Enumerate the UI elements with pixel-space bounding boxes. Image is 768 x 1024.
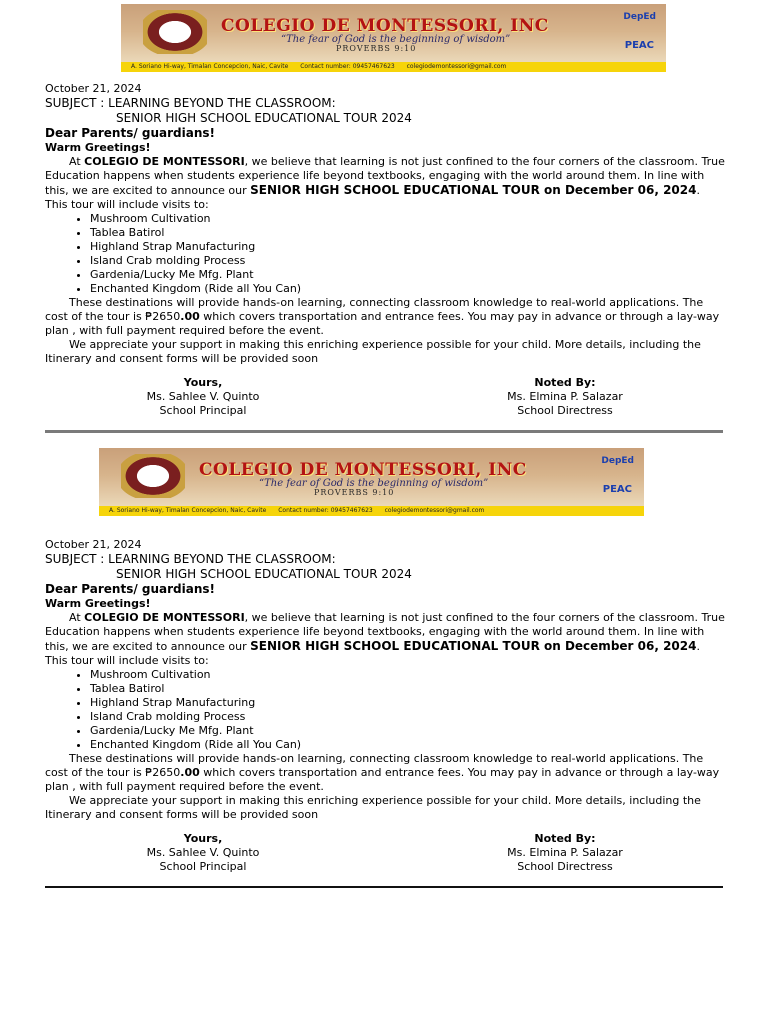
- banner-verse: PROVERBS 9:10: [314, 488, 395, 497]
- signature-title: School Directress: [517, 860, 613, 873]
- signature-name: Ms. Elmina P. Salazar: [507, 846, 623, 859]
- list-item: • Island Crab molding Process: [90, 710, 725, 724]
- peac-logo: PEAC: [602, 484, 632, 495]
- school-name-bold: COLEGIO DE MONTESSORI: [84, 611, 245, 624]
- banner-email: colegiodemontessori@gmail.com: [406, 63, 507, 70]
- letter-date: October 21, 2024: [45, 538, 142, 551]
- list-item: • Tablea Batirol: [90, 226, 725, 240]
- tour-highlight: SENIOR HIGH SCHOOL EDUCATIONAL TOUR on December 06, 2024: [250, 639, 697, 653]
- list-item: • Gardenia/Lucky Me Mfg. Plant: [90, 724, 725, 738]
- list-item: • Gardenia/Lucky Me Mfg. Plant: [90, 268, 725, 282]
- letter-greeting: Warm Greetings!: [45, 141, 151, 154]
- signature-heading: Noted By:: [534, 832, 596, 845]
- school-crest-logo: [121, 454, 185, 498]
- visits-list: [45, 668, 725, 752]
- letter-greeting: Warm Greetings!: [45, 597, 151, 610]
- school-crest-logo: [143, 10, 207, 54]
- banner-contact-bar: [99, 506, 644, 516]
- banner-address: A. Soriano Hi-way, Timalan Concepcion, Naic, Cavite: [131, 63, 289, 70]
- list-item: • Island Crab molding Process: [90, 254, 725, 268]
- list-item: • Mushroom Cultivation: [90, 668, 725, 682]
- bottom-divider: [45, 886, 723, 888]
- signature-heading: Noted By:: [534, 376, 596, 389]
- banner-contact: Contact number: 09457467623: [300, 63, 395, 70]
- list-item: • Mushroom Cultivation: [90, 212, 725, 226]
- banner-motto: “The fear of God is the beginning of wisdom”: [281, 34, 511, 45]
- letter-salutation: Dear Parents/ guardians!: [45, 582, 216, 596]
- banner-address: A. Soriano Hi-way, Timalan Concepcion, Naic, Cavite: [109, 507, 267, 514]
- paragraph-cost: These destinations will provide hands-on learning, connecting classroom knowledge to real-world applications. The cost of the tour is ₱2650.00 which covers transportation and entrance fees. You may pay in advance or through a lay-way plan , with full payment required before the event.: [45, 752, 720, 793]
- list-item: • Highland Strap Manufacturing: [90, 240, 725, 254]
- tour-price: ₱2650: [145, 310, 181, 323]
- tour-price: ₱2650: [145, 766, 181, 779]
- peac-logo: PEAC: [624, 40, 654, 51]
- banner-motto: “The fear of God is the beginning of wisdom”: [259, 478, 489, 489]
- banner-email: colegiodemontessori@gmail.com: [384, 507, 485, 514]
- list-item: • Enchanted Kingdom (Ride all You Can): [90, 738, 725, 752]
- banner-contact-bar: [121, 62, 666, 72]
- tour-highlight: SENIOR HIGH SCHOOL EDUCATIONAL TOUR on December 06, 2024: [250, 183, 697, 197]
- visits-list: [45, 212, 725, 296]
- signature-name: Ms. Sahlee V. Quinto: [146, 390, 260, 403]
- banner-school-name: COLEGIO DE MONTESSORI, INC: [221, 16, 549, 36]
- signature-name: Ms. Elmina P. Salazar: [507, 390, 623, 403]
- deped-logo: DepEd: [601, 456, 634, 466]
- school-header-banner: [99, 448, 644, 516]
- letter-subject-line2: SENIOR HIGH SCHOOL EDUCATIONAL TOUR 2024: [116, 111, 412, 125]
- signature-heading: Yours,: [183, 832, 223, 845]
- letter-body: [45, 538, 725, 822]
- signature-block-directress: [490, 832, 640, 874]
- cut-line-divider: [45, 430, 723, 433]
- banner-contact: Contact number: 09457467623: [278, 507, 373, 514]
- school-header-banner: [121, 4, 666, 72]
- letter-subject-line2: SENIOR HIGH SCHOOL EDUCATIONAL TOUR 2024: [116, 567, 412, 581]
- signature-block-directress: [490, 376, 640, 418]
- list-item: • Highland Strap Manufacturing: [90, 696, 725, 710]
- letter-body: [45, 82, 725, 366]
- signature-block-principal: [128, 376, 278, 418]
- school-name-bold: COLEGIO DE MONTESSORI: [84, 155, 245, 168]
- banner-school-name: COLEGIO DE MONTESSORI, INC: [199, 460, 527, 480]
- paragraph-cost: These destinations will provide hands-on learning, connecting classroom knowledge to real-world applications. The cost of the tour is ₱2650.00 which covers transportation and entrance fees. You may pay in advance or through a lay-way plan , with full payment required before the event.: [45, 296, 720, 337]
- banner-verse: PROVERBS 9:10: [336, 44, 417, 53]
- signature-heading: Yours,: [183, 376, 223, 389]
- letter-subject: SUBJECT : LEARNING BEYOND THE CLASSROOM:: [45, 552, 336, 566]
- paragraph-intro: At COLEGIO DE MONTESSORI, we believe that learning is not just confined to the four corners of the classroom. True Education happens when students experience life beyond textbooks, engaging with the world around them. In line with this, we are excited to announce our SENIOR HIGH SCHOOL EDUCATIONAL TOUR on December 06, 2024. This tour will include visits to:: [45, 611, 725, 667]
- paragraph-intro: At COLEGIO DE MONTESSORI, we believe that learning is not just confined to the four corners of the classroom. True Education happens when students experience life beyond textbooks, engaging with the world around them. In line with this, we are excited to announce our SENIOR HIGH SCHOOL EDUCATIONAL TOUR on December 06, 2024. This tour will include visits to:: [45, 155, 725, 211]
- letter-date: October 21, 2024: [45, 82, 142, 95]
- signature-name: Ms. Sahlee V. Quinto: [146, 846, 260, 859]
- signature-title: School Principal: [159, 404, 247, 417]
- signature-block-principal: [128, 832, 278, 874]
- letter-subject: SUBJECT : LEARNING BEYOND THE CLASSROOM:: [45, 96, 336, 110]
- list-item: • Tablea Batirol: [90, 682, 725, 696]
- list-item: • Enchanted Kingdom (Ride all You Can): [90, 282, 725, 296]
- paragraph-closing: We appreciate your support in making this enriching experience possible for your child. More details, including the Itinerary and consent forms will be provided soon: [45, 338, 701, 365]
- letter-salutation: Dear Parents/ guardians!: [45, 126, 216, 140]
- signature-title: School Principal: [159, 860, 247, 873]
- deped-logo: DepEd: [623, 12, 656, 22]
- paragraph-closing: We appreciate your support in making this enriching experience possible for your child. More details, including the Itinerary and consent forms will be provided soon: [45, 794, 701, 821]
- signature-title: School Directress: [517, 404, 613, 417]
